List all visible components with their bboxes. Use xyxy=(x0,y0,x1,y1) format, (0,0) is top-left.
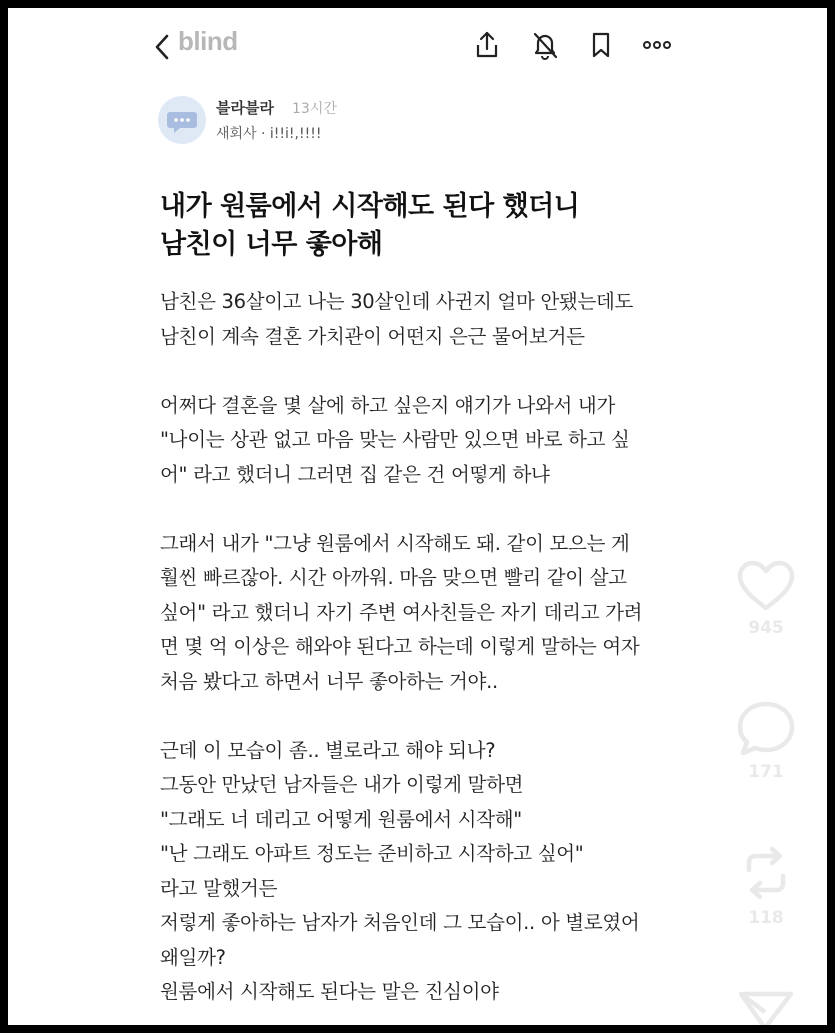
chat-bubble-icon xyxy=(158,96,206,144)
body-line: "난 그래도 아파트 정도는 준비하고 시작하고 싶어" xyxy=(160,842,584,865)
app-logo: blind xyxy=(178,26,238,56)
body-blank-line xyxy=(160,699,690,734)
comment-count: 171 xyxy=(748,762,784,782)
notification-off-icon xyxy=(528,28,562,62)
heart-icon xyxy=(735,558,797,614)
repost-icon xyxy=(735,842,797,904)
more-options-button[interactable] xyxy=(640,28,674,62)
body-line: 남친은 36살이고 나는 30살인데 사귄지 얼마 안됐는데도 xyxy=(160,290,634,313)
action-rail xyxy=(731,548,801,1025)
body-line: 그래서 내가 "그냥 원룸에서 시작해도 돼. 같이 모으는 게 xyxy=(160,531,630,555)
notification-toggle-button[interactable] xyxy=(528,28,562,62)
repost-count: 118 xyxy=(748,908,784,928)
post-title xyxy=(160,188,680,264)
like-count: 945 xyxy=(748,618,784,638)
post-title-line: 남친이 너무 좋아해 xyxy=(160,229,383,260)
bookmark-button[interactable] xyxy=(584,28,618,62)
post-body xyxy=(160,285,690,1010)
body-line: "그래도 너 데리고 어떻게 원룸에서 시작해" xyxy=(160,807,522,831)
more-icon xyxy=(640,28,674,62)
body-line: 남친이 계속 결혼 가치관이 어떤지 은근 물어보거든 xyxy=(160,324,585,348)
body-blank-line xyxy=(160,354,690,389)
body-line: 왜일까? xyxy=(160,945,226,969)
body-line: 면 몇 억 이상은 해와야 된다고 하는데 이렇게 말하는 여자 xyxy=(160,635,640,658)
body-line: 처음 봤다고 하면서 너무 좋아하는 거야.. xyxy=(160,669,498,693)
app-screen xyxy=(8,8,827,1025)
chevron-left-icon xyxy=(151,30,173,64)
bookmark-icon xyxy=(584,28,618,62)
body-line: "나이는 상관 없고 마음 맞는 사람만 있으면 바로 하고 싶 xyxy=(160,428,630,451)
author-company: 새회사 · i!!i!,!!!! xyxy=(216,126,322,142)
back-button[interactable] xyxy=(151,30,173,64)
body-line: 싶어" 라고 했더니 자기 주변 여사친들은 자기 데리고 가려 xyxy=(160,600,643,624)
body-line: 그동안 만났던 남자들은 내가 이렇게 말하면 xyxy=(160,773,524,796)
body-line: 근데 이 모습이 좀.. 별로라고 해야 되나? xyxy=(160,738,496,762)
post-time: 13시간 xyxy=(292,101,337,117)
post-title-line: 내가 원룸에서 시작해도 된다 했더니 xyxy=(160,191,580,222)
body-line: 저렇게 좋아하는 남자가 처음인데 그 모습이.. 아 별로였어 xyxy=(160,911,640,934)
repost-button[interactable] xyxy=(731,842,801,928)
send-icon xyxy=(735,988,797,1025)
like-button[interactable] xyxy=(731,558,801,638)
body-line: 원룸에서 시작해도 된다는 말은 진심이야 xyxy=(160,980,499,1003)
share-button[interactable] xyxy=(470,28,504,62)
author-name[interactable]: 블라블라 xyxy=(216,99,274,117)
body-line: 라고 말했거든 xyxy=(160,876,278,900)
comment-button[interactable] xyxy=(731,698,801,782)
body-line: 어쩌다 결혼을 몇 살에 하고 싶은지 얘기가 나와서 내가 xyxy=(160,393,616,417)
body-line: 훨씬 빠르잖아. 시간 아까워. 마음 맞으면 빨리 같이 살고 xyxy=(160,566,627,589)
post-author-info xyxy=(158,96,658,156)
body-blank-line xyxy=(160,492,690,527)
avatar[interactable] xyxy=(158,96,206,144)
share-icon xyxy=(470,28,504,62)
comment-icon xyxy=(735,698,797,758)
body-line: 어" 라고 했더니 그러면 집 같은 건 어떻게 하냐 xyxy=(160,462,550,486)
send-button[interactable] xyxy=(731,988,801,1025)
top-navigation-bar xyxy=(8,8,827,78)
